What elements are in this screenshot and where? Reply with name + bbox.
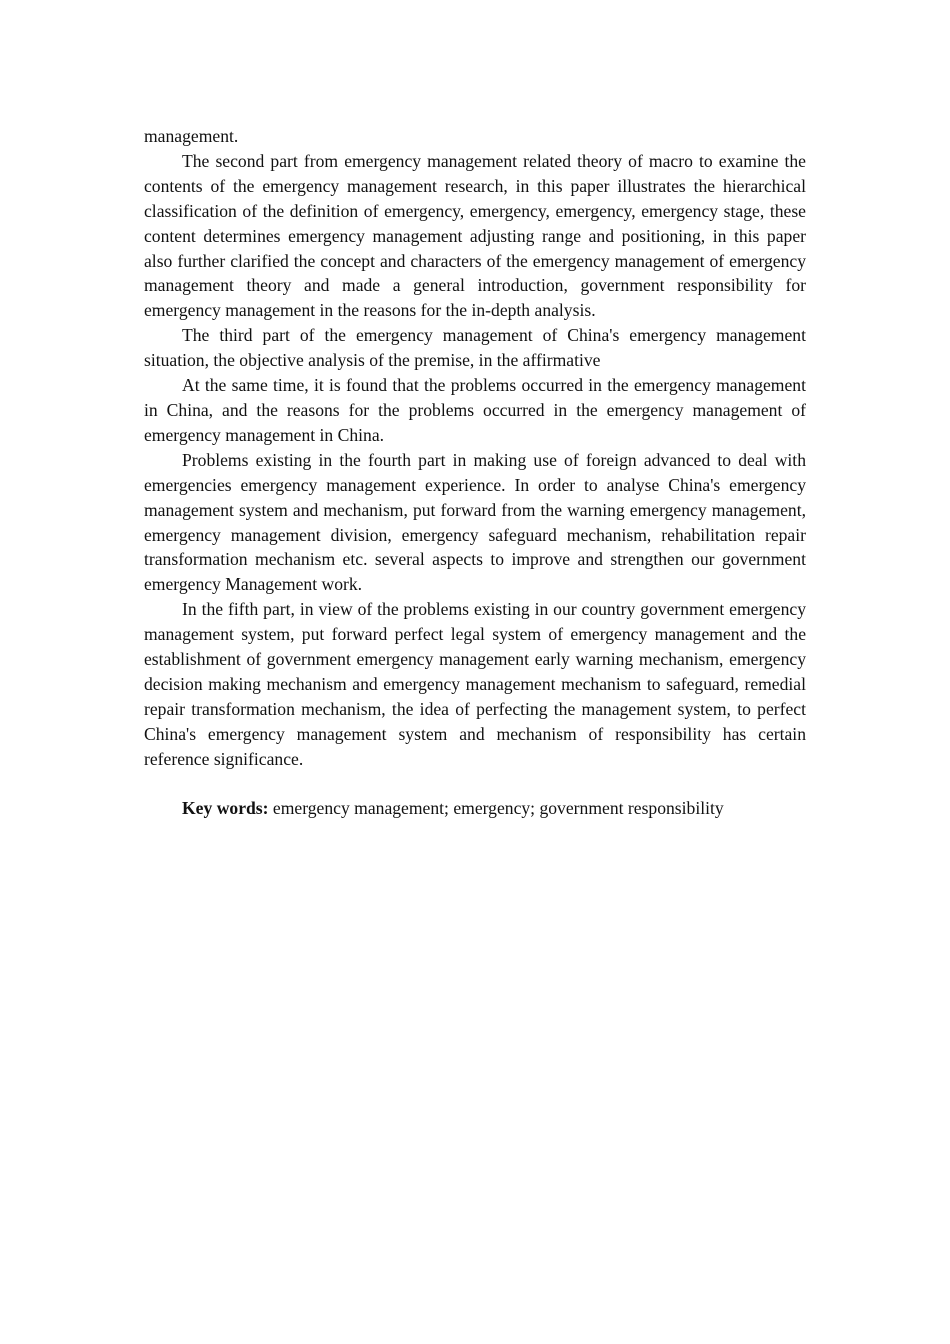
- keywords-line: [144, 796, 806, 821]
- paragraph-fourth-part: Problems existing in the fourth part in making use of foreign advanced to deal with emergencies emergency management experience. In order to analyse China's emergency management system and mechanism, put forward from the warning emergency management, emergency management division, emergency safeguard mechanism, rehabilitation repair transformation mechanism etc. several aspects to improve and strengthen our government emergency Management work.: [144, 449, 806, 595]
- paragraph-second-part: The second part from emergency management related theory of macro to examine the contents of the emergency management research, in this paper illustrates the hierarchical classification of the definition of emergency, emergency, emergency, emergency stage, these content determines emergency management adjusting range and positioning, in this paper also further clarified the concept and characters of the emergency management of emergency management theory and made a general introduction, government responsibility for emergency management in the reasons for the in-depth analysis.: [144, 150, 806, 321]
- paragraph-third-part: The third part of the emergency management of China's emergency management situation, the objective analysis of the premise, in the affirmative: [144, 325, 806, 371]
- keywords-label: Key words:: [182, 798, 269, 819]
- paragraph-fifth-part: In the fifth part, in view of the problems existing in our country government emergency management system, put forward perfect legal system of emergency management and the establishment of government emergency management early warning mechanism, emergency decision making mechanism and emergency management mechanism to safeguard, remedial repair transformation mechanism, the idea of perfecting the management system, to perfect China's emergency management system and mechanism of responsibility has certain reference significance.: [144, 599, 806, 769]
- paragraph-continuation: management.: [144, 126, 239, 146]
- document-page: [144, 124, 806, 821]
- paragraph-problems-found: At the same time, it is found that the problems occurred in the emergency management in China, and the reasons for the problems occurred in the emergency management of emergency management in China.: [144, 375, 806, 445]
- keywords-text: emergency management; emergency; government responsibility: [272, 798, 724, 819]
